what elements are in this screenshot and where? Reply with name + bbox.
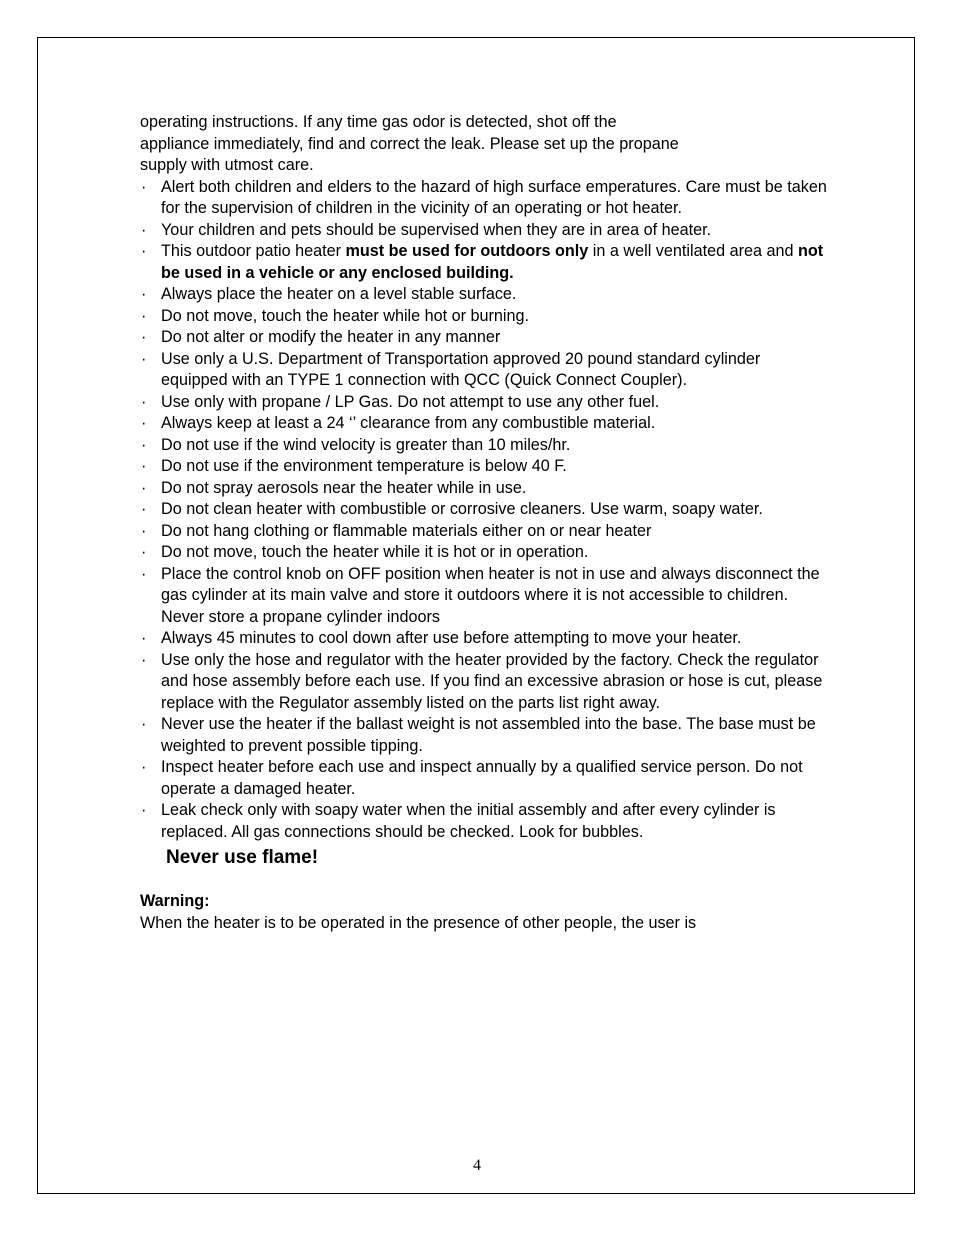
bullet-text: Do not use if the environment temperature is below 40 F. bbox=[161, 457, 567, 475]
safety-bullet-item bbox=[140, 413, 830, 435]
safety-bullet-item bbox=[140, 435, 830, 457]
bullet-text: Do not hang clothing or flammable materials either on or near heater bbox=[161, 521, 652, 540]
bullet-text: Do not move, touch the heater while it is hot or in operation. bbox=[161, 543, 589, 561]
safety-bullet-item bbox=[140, 327, 830, 349]
bullet-dot: · bbox=[141, 758, 147, 776]
safety-bullet-item bbox=[140, 306, 830, 328]
bullet-text: Never use the heater if the ballast weight is not assembled into the base. The base must be weighted to prevent possible tipping. bbox=[161, 715, 816, 755]
safety-bullet-item bbox=[140, 499, 830, 521]
warning-text: When the heater is to be operated in the presence of other people, the user is bbox=[140, 913, 697, 932]
safety-bullet-item bbox=[140, 714, 830, 757]
safety-bullet-item bbox=[140, 628, 830, 650]
bullet-dot: · bbox=[141, 629, 147, 647]
document-body bbox=[140, 112, 830, 934]
bullet-text: Always 45 minutes to cool down after use before attempting to move your heater. bbox=[161, 629, 742, 647]
bullet-dot: · bbox=[141, 177, 147, 196]
bullet-dot: · bbox=[141, 349, 147, 368]
bullet-text: Inspect heater before each use and inspect annually by a qualified service person. Do not operate a damaged heater. bbox=[161, 758, 803, 798]
bullet-dot: · bbox=[141, 478, 147, 497]
warning-heading: Warning: bbox=[140, 892, 210, 910]
bullet-text bbox=[161, 242, 823, 282]
safety-bullet-item bbox=[140, 521, 830, 543]
bullet-text: Do not use if the wind velocity is greater than 10 miles/hr. bbox=[161, 435, 571, 454]
safety-bullet-item bbox=[140, 349, 830, 392]
bullet-text: Use only the hose and regulator with the heater provided by the factory. Check the regulator and hose assembly before each use. If you find an excessive abrasion or hose is cut, please replace with the Regulator assembly listed on the parts list right away. bbox=[161, 650, 823, 712]
safety-bullet-item bbox=[140, 177, 830, 220]
bullet-text: Do not spray aerosols near the heater while in use. bbox=[161, 478, 527, 497]
bullet-text: Use only a U.S. Department of Transportation approved 20 pound standard cylinder equipped with an TYPE 1 connection with QCC (Quick Connect Coupler). bbox=[161, 349, 761, 389]
bullet-text-part: This outdoor patio heater bbox=[161, 242, 346, 260]
bullet-dot: · bbox=[141, 500, 147, 518]
bullet-text: Your children and pets should be supervised when they are in area of heater. bbox=[161, 220, 712, 239]
safety-bullet-item bbox=[140, 220, 830, 242]
bullet-dot: · bbox=[141, 650, 147, 669]
bullet-dot: · bbox=[141, 457, 147, 475]
safety-bullet-item bbox=[140, 241, 830, 284]
bullet-dot: · bbox=[141, 414, 147, 432]
bullet-text: Place the control knob on OFF position when heater is not in use and always disconnect the gas cylinder at its main valve and store it outdoors where it is not accessible to children. Never store a propane cylinder indoors bbox=[161, 564, 820, 626]
safety-bullet-item bbox=[140, 542, 830, 564]
safety-bullet-item bbox=[140, 800, 830, 843]
bullet-dot: · bbox=[141, 801, 147, 819]
bullet-text: Do not clean heater with combustible or corrosive cleaners. Use warm, soapy water. bbox=[161, 500, 763, 518]
bullet-dot: · bbox=[141, 306, 147, 325]
bullet-dot: · bbox=[141, 715, 147, 733]
bullet-dot: · bbox=[141, 521, 147, 540]
bullet-text: Do not move, touch the heater while hot or burning. bbox=[161, 306, 530, 325]
bullet-dot: · bbox=[141, 285, 147, 303]
safety-bullet-item bbox=[140, 456, 830, 478]
bullet-text-bold: must be used for outdoors only bbox=[345, 242, 589, 260]
safety-bullet-item bbox=[140, 650, 830, 715]
bullet-text: Do not alter or modify the heater in any manner bbox=[161, 328, 501, 346]
bullet-text: Leak check only with soapy water when the initial assembly and after every cylinder is replaced. All gas connections should be checked. Look for bubbles. bbox=[161, 801, 776, 841]
safety-bullet-item bbox=[140, 564, 830, 629]
bullet-text: Always place the heater on a level stable surface. bbox=[161, 285, 517, 303]
bullet-text: Use only with propane / LP Gas. Do not attempt to use any other fuel. bbox=[161, 392, 660, 411]
bullet-dot: · bbox=[141, 543, 147, 561]
safety-bullet-item bbox=[140, 392, 830, 414]
bullet-text: Alert both children and elders to the hazard of high surface emperatures. Care must be taken for the supervision of children in the vicinity of an operating or hot heater. bbox=[161, 177, 827, 217]
bullet-text-bold: not be used in a vehicle or any enclosed building. bbox=[161, 242, 824, 282]
bullet-dot: · bbox=[141, 220, 147, 239]
bullet-dot: · bbox=[141, 328, 147, 346]
safety-bullet-item bbox=[140, 284, 830, 306]
safety-bullet-list bbox=[140, 177, 830, 844]
safety-bullet-item bbox=[140, 757, 830, 800]
page-number: 4 bbox=[473, 1157, 481, 1174]
never-use-flame-notice: Never use flame! bbox=[166, 847, 319, 868]
intro-paragraph: operating instructions. If any time gas odor is detected, shot off the appliance immediately, find and correct the leak. Please set up the propane supply with utmost care. bbox=[140, 113, 679, 174]
bullet-dot: · bbox=[141, 392, 147, 411]
bullet-dot: · bbox=[141, 435, 147, 454]
bullet-text: Always keep at least a 24 ‘’ clearance from any combustible material. bbox=[161, 414, 656, 432]
bullet-dot: · bbox=[141, 242, 147, 260]
safety-bullet-item bbox=[140, 478, 830, 500]
bullet-text-part: in a well ventilated area and bbox=[588, 242, 798, 260]
bullet-dot: · bbox=[141, 564, 147, 583]
